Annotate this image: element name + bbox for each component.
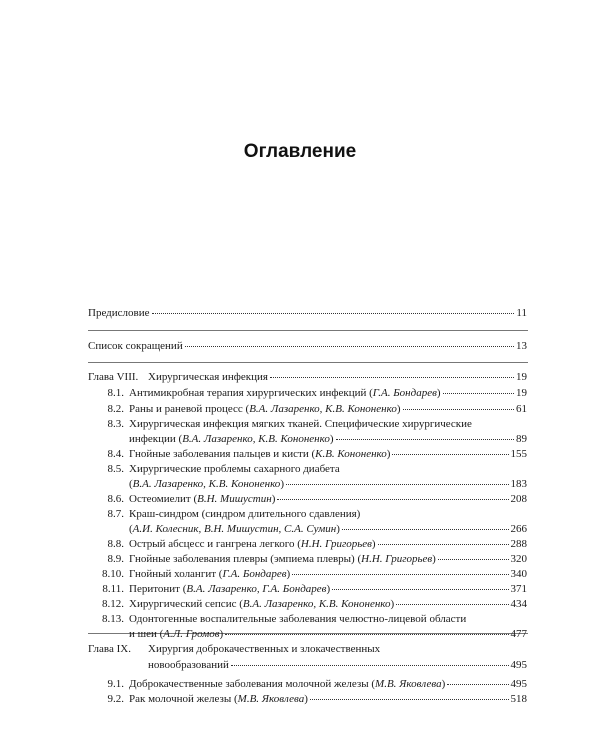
section-number: 8.13. [102, 613, 124, 625]
page-title: Оглавление [243, 141, 357, 162]
page-number: 266 [510, 523, 527, 535]
dot-leader [332, 589, 508, 590]
page-number: 13 [516, 340, 527, 352]
chapter-number: Глава IX. [88, 643, 131, 655]
toc-entry-text: Раны и раневой процесс (В.А. Лазаренко, К.В. Кононенко) [129, 403, 401, 415]
section-number: 8.12. [102, 598, 124, 610]
toc-entry-text: Краш-синдром (синдром длительного сдавления) [129, 508, 361, 520]
page-number: 288 [510, 538, 527, 550]
section-number: 8.3. [107, 418, 124, 430]
toc-entry-text: Предисловие [88, 307, 150, 319]
dot-leader [438, 559, 509, 560]
dot-leader [443, 393, 514, 394]
page-number: 477 [510, 628, 527, 640]
toc-line[interactable] [129, 597, 527, 611]
page-number: 11 [516, 307, 527, 319]
page-number: 89 [516, 433, 527, 445]
toc-line[interactable] [129, 627, 527, 641]
toc-line[interactable] [129, 477, 527, 491]
chapter-number: Глава VIII. [88, 371, 139, 383]
dot-leader [396, 604, 508, 605]
section-number: 8.10. [102, 568, 124, 580]
page-number: 61 [516, 403, 527, 415]
section-divider [88, 330, 528, 331]
page-number: 19 [516, 387, 527, 399]
page-number: 155 [510, 448, 527, 460]
toc-entry-text: Гнойные заболевания пальцев и кисти (К.В. Кононенко) [129, 448, 391, 460]
toc-line[interactable] [129, 462, 340, 476]
page-number: 495 [510, 659, 527, 671]
dot-leader [310, 699, 509, 700]
toc-entry-text: Рак молочной железы (М.В. Яковлева) [129, 693, 308, 705]
section-divider [88, 362, 528, 363]
toc-line[interactable] [129, 432, 527, 446]
page-number: 434 [510, 598, 527, 610]
toc-line[interactable] [129, 692, 527, 706]
toc-line[interactable] [129, 612, 466, 626]
section-number: 9.2. [107, 693, 124, 705]
toc-entry-text: Хирургический сепсис (В.А. Лазаренко, К.В. Кононенко) [129, 598, 395, 610]
toc-entry-text: Одонтогенные воспалительные заболевания челюстно-лицевой области [129, 613, 467, 625]
toc-line[interactable] [129, 417, 472, 431]
page-number: 495 [510, 678, 527, 690]
section-number: 8.8. [107, 538, 124, 550]
dot-leader [231, 665, 509, 666]
dot-leader [152, 313, 515, 314]
toc-entry-text: Хирургические проблемы сахарного диабета [129, 463, 340, 475]
section-number: 8.9. [107, 553, 124, 565]
toc-line[interactable] [129, 677, 527, 691]
page-number: 208 [510, 493, 527, 505]
toc-entry-text: Список сокращений [88, 340, 183, 352]
dot-leader [277, 499, 508, 500]
page-number: 320 [510, 553, 527, 565]
toc-entry-text: новообразований [148, 659, 229, 671]
toc-line[interactable] [88, 306, 527, 320]
toc-entry-text: (В.А. Лазаренко, К.В. Кононенко) [129, 478, 284, 490]
toc-entry-text: и шеи (А.Л. Громов) [129, 628, 224, 640]
section-number: 8.7. [107, 508, 124, 520]
toc-line[interactable] [129, 507, 360, 521]
toc-entry-text: Острый абсцесс и гангрена легкого (Н.Н. Григорьев) [129, 538, 376, 550]
toc-line[interactable] [148, 658, 527, 672]
section-number: 9.1. [107, 678, 124, 690]
page-number: 340 [510, 568, 527, 580]
dot-leader [403, 409, 515, 410]
dot-leader [225, 634, 508, 635]
toc-line[interactable] [129, 386, 527, 400]
dot-leader [270, 377, 514, 378]
toc-line[interactable] [148, 642, 380, 656]
toc-line[interactable] [148, 370, 527, 384]
toc-entry-text: (А.И. Колесник, В.Н. Мишустин, С.А. Сумин) [129, 523, 340, 535]
toc-line[interactable] [129, 492, 527, 506]
section-number: 8.5. [107, 463, 124, 475]
toc-entry-text: Доброкачественные заболевания молочной железы (М.В. Яковлева) [129, 678, 446, 690]
toc-line[interactable] [129, 447, 527, 461]
toc-line[interactable] [129, 552, 527, 566]
section-number: 8.1. [107, 387, 124, 399]
section-number: 8.6. [107, 493, 124, 505]
dot-leader [392, 454, 508, 455]
page-number: 518 [510, 693, 527, 705]
page-number: 19 [516, 371, 527, 383]
toc-line[interactable] [129, 582, 527, 596]
toc-entry-text: Антимикробная терапия хирургических инфекций (Г.А. Бондарев) [129, 387, 441, 399]
toc-entry-text: Хирургия доброкачественных и злокачественных [148, 643, 381, 655]
dot-leader [292, 574, 508, 575]
toc-entry-text: Хирургическая инфекция [148, 371, 268, 383]
toc-line[interactable] [129, 402, 527, 416]
toc-entry-text: Перитонит (В.А. Лазаренко, Г.А. Бондарев) [129, 583, 331, 595]
toc-line[interactable] [129, 522, 527, 536]
dot-leader [342, 529, 509, 530]
dot-leader [378, 544, 509, 545]
section-number: 8.2. [107, 403, 124, 415]
toc-entry-text: инфекции (В.А. Лазаренко, К.В. Кононенко) [129, 433, 334, 445]
toc-entry-text: Гнойные заболевания плевры (эмпиема плевры) (Н.Н. Григорьев) [129, 553, 436, 565]
dot-leader [286, 484, 509, 485]
dot-leader [185, 346, 514, 347]
toc-entry-text: Гнойный холангит (Г.А. Бондарев) [129, 568, 291, 580]
toc-line[interactable] [129, 537, 527, 551]
toc-entry-text: Остеомиелит (В.Н. Мишустин) [129, 493, 276, 505]
dot-leader [447, 684, 508, 685]
toc-entry-text: Хирургическая инфекция мягких тканей. Специфические хирургические [129, 418, 472, 430]
section-number: 8.11. [102, 583, 124, 595]
page-number: 371 [510, 583, 527, 595]
toc-line[interactable] [129, 567, 527, 581]
dot-leader [336, 439, 514, 440]
section-number: 8.4. [107, 448, 124, 460]
page-number: 183 [510, 478, 527, 490]
toc-line[interactable] [88, 339, 527, 353]
